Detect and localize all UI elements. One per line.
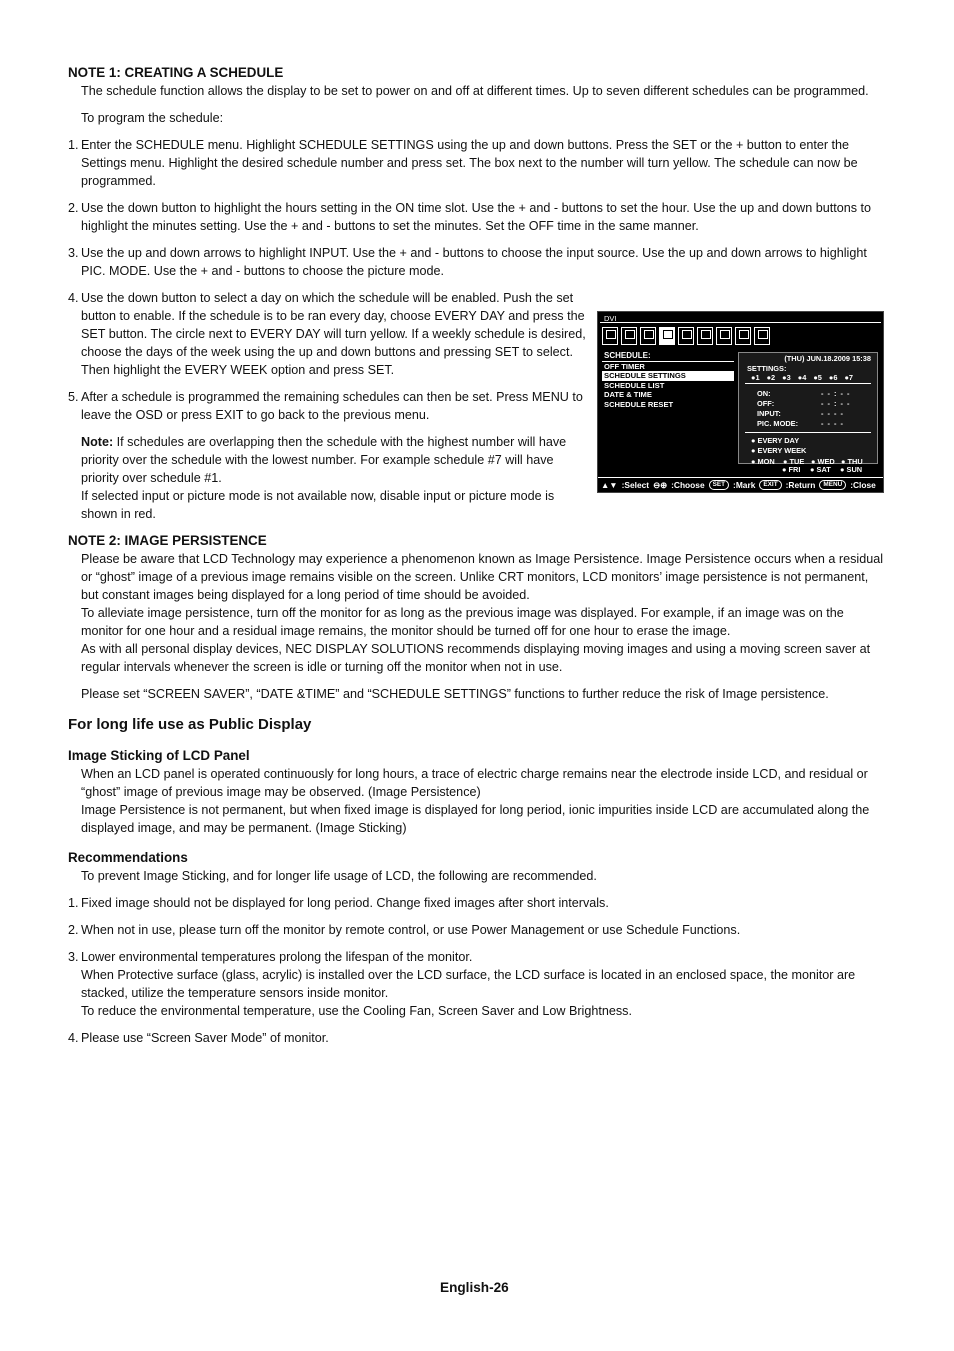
osd-source: DVI: [604, 314, 617, 323]
osd-day-sun[interactable]: ● SUN: [840, 465, 863, 474]
osd-icon-bar: [602, 327, 770, 345]
osd-input-value[interactable]: - - - -: [821, 409, 845, 418]
rec-1: 1. Fixed image should not be displayed for long period. Change fixed images after short intervals.: [68, 896, 609, 910]
schedule-icon: [659, 327, 675, 345]
osd-menu-item[interactable]: SCHEDULE LIST: [604, 380, 665, 390]
osd-input-label: INPUT:: [757, 409, 781, 418]
osd-menu-item[interactable]: DATE & TIME: [604, 390, 652, 400]
schedule-number[interactable]: ●1: [751, 373, 760, 382]
osd-menu-title: SCHEDULE:: [602, 350, 734, 362]
osd-menu-item-selected[interactable]: SCHEDULE SETTINGS: [602, 371, 734, 380]
osd-day-fri[interactable]: ● FRI: [782, 465, 801, 474]
osd-screen: [597, 311, 884, 493]
osd-date: (THU) JUN.18.2009 15:38: [784, 354, 871, 363]
close-hint: :Close: [850, 479, 876, 490]
protect-icon: [735, 327, 751, 345]
osd-off-label: OFF:: [757, 399, 775, 408]
exit-key-icon: EXIT: [759, 480, 781, 490]
osd-menu-item[interactable]: OFF TIMER: [604, 362, 645, 371]
osd-every-day[interactable]: ● EVERY DAY: [751, 436, 800, 445]
return-hint: :Return: [785, 479, 816, 490]
note2-p4: Please set “SCREEN SAVER”, “DATE &TIME” and “SCHEDULE SETTINGS” functions to further reduce the risk of Image persistence.: [81, 687, 829, 701]
longlife-title: For long life use as Public Display: [68, 716, 312, 733]
note2-p3: As with all personal display devices, NEC DISPLAY SOLUTIONS recommends displaying moving images and using a moving screen saver at regular intervals whenever the screen is idle or turning off the monitor when not in use.: [81, 642, 871, 674]
note-input: If selected input or picture mode is not available now, disable input or picture mode is shown in red.: [81, 489, 555, 521]
osd-day-mon[interactable]: ● MON: [751, 457, 775, 466]
osd-day-sat[interactable]: ● SAT: [810, 465, 831, 474]
schedule-number[interactable]: ●7: [844, 373, 854, 382]
osd-day-thu[interactable]: ● THU: [841, 457, 863, 466]
schedule-number[interactable]: ●3: [782, 373, 791, 382]
choose-hint: :Choose: [671, 479, 705, 490]
rec-3: 3. Lower environmental temperatures prolong the lifespan of the monitor. When Protective surface (glass, acrylic) is installed over the LCD surface, the LCD surface is located in an enclosed space, the monitor are stacked, utilize the temperature sensors inside monitor. To reduce the environmental temperature, use the Cooling Fan, Screen Saver and Low Brightness.: [68, 950, 856, 1018]
osd-on-value[interactable]: - - : - -: [821, 389, 851, 398]
mark-hint: :Mark: [733, 479, 756, 490]
multi-icon: [716, 327, 732, 345]
osd-picmode-label: PIC. MODE:: [757, 419, 799, 428]
rec-intro: To prevent Image Sticking, and for longer life usage of LCD, the following are recommended.: [81, 869, 597, 883]
note1-title: NOTE 1: CREATING A SCHEDULE: [68, 65, 284, 80]
note-overlap: Note: If schedules are overlapping then the schedule with the highest number will have priority over the schedule with the lowest number. For example schedule #7 will have priority over schedule #1.: [81, 435, 567, 485]
osd-off-value[interactable]: - - : - -: [821, 399, 851, 408]
page-number: English-26: [440, 1280, 509, 1295]
step-1: 1. Enter the SCHEDULE menu. Highlight SCHEDULE SETTINGS using the up and down buttons. Press the SET or the + button to enter the Settings menu. Highlight the desired schedule number and press set. The box next to the number will turn yellow. The schedule can now be programmed.: [68, 138, 858, 188]
step-5: 5. After a schedule is programmed the remaining schedules can then be set. Press MENU to leave the OSD or press EXIT to go back to the previous menu.: [68, 390, 583, 422]
set-key-icon: SET: [709, 480, 729, 490]
osd-picmode-value[interactable]: - - - -: [821, 419, 845, 428]
schedule-number[interactable]: ●6: [828, 373, 838, 382]
osd-day-wed[interactable]: ● WED: [811, 457, 835, 466]
sticking-title: Image Sticking of LCD Panel: [68, 748, 250, 763]
advanced-icon: [754, 327, 770, 345]
osd-menu: [602, 350, 734, 409]
pip-icon: [678, 327, 694, 345]
osd-help-bar: [598, 477, 883, 492]
osd-settings-label: SETTINGS:: [747, 364, 787, 373]
menu-key-icon: MENU: [819, 480, 846, 490]
osd-day-tue[interactable]: ● TUE: [783, 457, 805, 466]
sticking-p2: Image Persistence is not permanent, but when fixed image is displayed for long period, ionic impurities inside LCD are accumulated along the displayed image, and may be permanent. (Image Sticking): [81, 803, 870, 835]
up-down-icon: ▲▼: [601, 479, 618, 490]
note2-p1: Please be aware that LCD Technology may experience a phenomenon known as Image Persistence. Image Persistence occurs when a residual or “ghost” image of a previous image remains visible on the screen. Unlike CRT monitors, LCD monitors’ image persistence is not permanent, but constant images being displayed for a long period of time should be avoided.: [81, 552, 884, 602]
step-2: 2. Use the down button to highlight the hours setting in the ON time slot. Use the + and - buttons to set the hour. Use the up and down buttons to highlight the minutes setting. Use the + and - buttons to set the minutes. Set the OFF time in the same manner.: [68, 201, 872, 233]
sticking-p1: When an LCD panel is operated continuously for long hours, a trace of electric charge remains near the electrode inside LCD, and residual or “ghost” image of previous image may be observed. (Image Persistence): [81, 767, 868, 799]
osd-settings-panel: [738, 352, 878, 464]
note2-title: NOTE 2: IMAGE PERSISTENCE: [68, 533, 267, 548]
note1-intro: The schedule function allows the display to be set to power on and off at different times. Up to seven different schedules can be programmed.: [81, 84, 869, 98]
minus-plus-icon: ⊖⊕: [653, 479, 668, 490]
step-4: 4. Use the down button to select a day on which the schedule will be enabled. Push the set button to enable. If the schedule is to be ran every day, choose EVERY DAY and press the SET button. The circle next to EVERY DAY will turn yellow. If a weekly schedule is desired, choose the days of the week using the up and down buttons and pressing SET to select. Then highlight the EVERY WEEK option and press SET.: [68, 291, 586, 377]
osd-menu-item[interactable]: SCHEDULE RESET: [604, 399, 674, 409]
step-3: 3. Use the up and down arrows to highlight INPUT. Use the + and - buttons to choose the input source. Use the up and down arrows to highlight PIC. MODE. Use the + and - buttons to choose the picture mode.: [68, 246, 867, 278]
rec-4: 4. Please use “Screen Saver Mode” of monitor.: [68, 1031, 329, 1045]
rec-title: Recommendations: [68, 850, 188, 865]
osd-icon: [697, 327, 713, 345]
picture-icon: [602, 327, 618, 345]
schedule-number[interactable]: ●4: [797, 373, 807, 382]
page-content: [68, 64, 888, 1047]
audio-icon: [640, 327, 656, 345]
adjust-icon: [621, 327, 637, 345]
osd-every-week[interactable]: ● EVERY WEEK: [751, 446, 807, 455]
osd-schedule-numbers: [751, 373, 853, 382]
note2-p2: To alleviate image persistence, turn off the monitor for as long as the previous image was displayed. For example, if an image was on the monitor for one hour and a residual image remains, the monitor should be turned off for one hour to erase the image.: [81, 606, 844, 638]
rec-2: 2. When not in use, please turn off the monitor by remote control, or use Power Management or use Schedule Functions.: [68, 923, 741, 937]
osd-on-label: ON:: [757, 389, 771, 398]
schedule-number[interactable]: ●5: [813, 373, 822, 382]
note1-program: To program the schedule:: [81, 111, 224, 125]
schedule-number[interactable]: ●2: [766, 373, 776, 382]
select-hint: :Select: [621, 479, 650, 490]
